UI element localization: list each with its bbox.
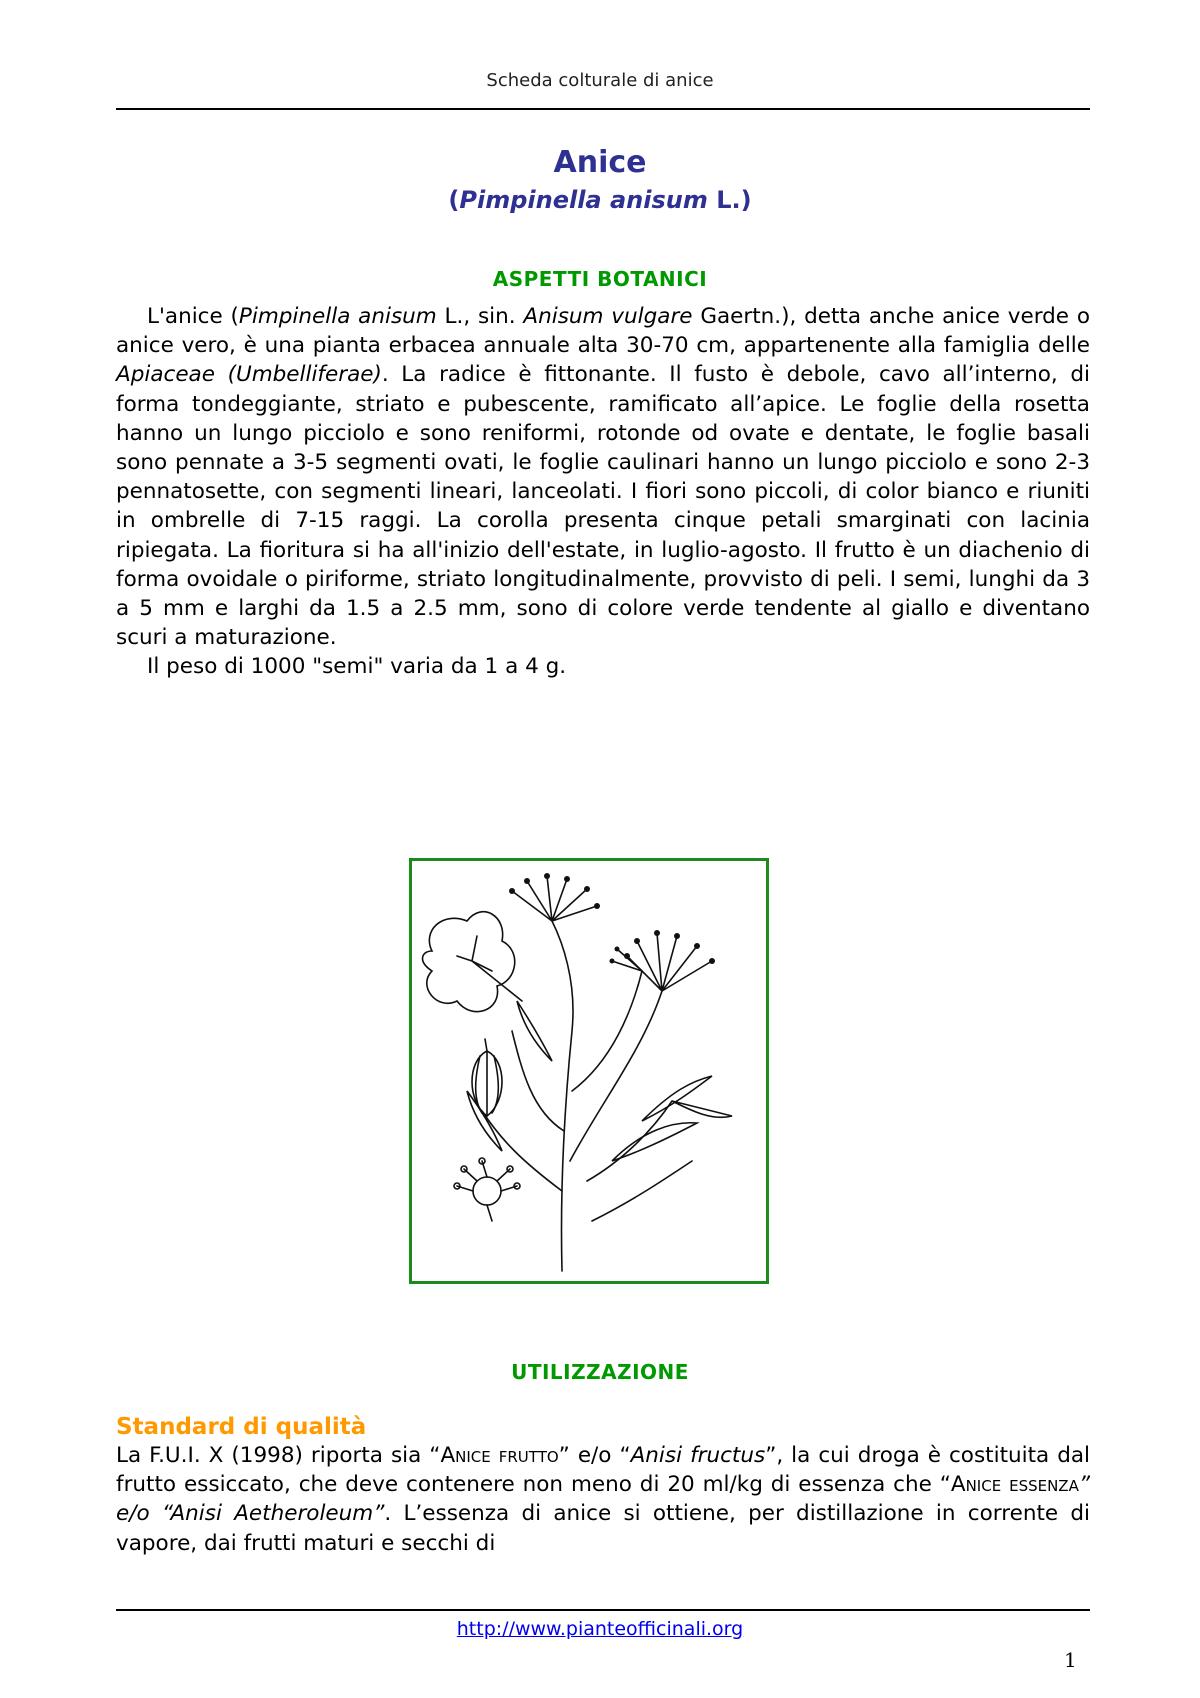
- text-run: La F.U.I. X (1998) riporta sia “: [116, 1443, 441, 1468]
- italic-run: ” e/o “Anisi Aetheroleum”: [116, 1472, 1090, 1527]
- anise-plant-illustration: [409, 858, 769, 1284]
- text-run: . La radice è fittonante. Il fusto è debole, cavo all’interno, di forma tondeggiante, striato e pubescente, ramificato all’apice. Le foglie della rosetta hanno un lungo picciolo e sono reniformi, rotonde od ovate e dentate, le foglie basali sono pennate a 3-5 segmenti ovati, le foglie caulinari hanno un lungo picciolo e sono 2-3 pennatosette, con segmenti lineari, lanceolati. I fiori sono piccoli, di color bianco e riuniti in ombrelle di 7-15 raggi. La corolla presenta cinque petali smarginati con lacinia ripiegata. La fioritura si ha all'inizio dell'estate, in luglio-agosto. Il frutto è un diachenio di forma ovoidale o piriforme, striato longitudinalmente, provvisto di peli. I semi, lunghi da 3 a 5 mm e larghi da 1.5 a 2.5 mm, sono di colore verde tendente al giallo e diventano scuri a maturazione.: [116, 362, 1090, 651]
- latin-name: Pimpinella anisum: [459, 186, 708, 214]
- smallcaps-run: Anice frutto: [440, 1443, 559, 1468]
- text-run: Gaertn.), detta anche anice verde o anice vero, è una pianta erbacea annuale alta 30-70 cm, appartenente alla famiglia delle: [116, 304, 1090, 359]
- page-title: Anice: [553, 145, 647, 180]
- page-subtitle: [0, 186, 1200, 214]
- botanical-paragraph: [116, 302, 1090, 652]
- section-heading-utilizzazione: UTILIZZAZIONE: [511, 1360, 689, 1384]
- subtitle-paren: (: [448, 186, 460, 214]
- italic-run: Pimpinella anisum: [238, 304, 437, 329]
- quality-text: [116, 1441, 1090, 1558]
- italic-run: Anisi fructus: [630, 1443, 766, 1468]
- italic-run: Apiaceae (Umbelliferae): [116, 362, 382, 388]
- text-run: ”, la cui droga è costituita dal frutto essiccato, che deve contenere non meno di 20 ml/kg di essenza che “: [116, 1443, 1091, 1498]
- running-header: Scheda colturale di anice: [486, 70, 714, 91]
- anise-plant-drawing: [412, 861, 766, 1281]
- section-heading-aspetti-botanici: ASPETTI BOTANICI: [492, 267, 708, 291]
- subheading-standard-qualita: Standard di qualità: [116, 1414, 367, 1440]
- smallcaps-run: Anice essenza: [950, 1472, 1079, 1498]
- subtitle-author: L.): [707, 186, 752, 214]
- italic-run: Anisum vulgare: [523, 304, 693, 329]
- botanical-text: [116, 302, 1090, 682]
- footer-rule: [116, 1609, 1090, 1611]
- quality-paragraph: [116, 1441, 1090, 1558]
- text-run: L., sin.: [436, 304, 524, 329]
- seed-weight-paragraph: Il peso di 1000 "semi" varia da 1 a 4 g.: [147, 654, 567, 680]
- header-rule: [116, 108, 1090, 110]
- text-run: . L’essenza di anice si ottiene, per distillazione in corrente di vapore, dai frutti maturi e secchi di: [116, 1501, 1090, 1556]
- page-number: 1: [1064, 1648, 1077, 1672]
- text-run: L'anice (: [147, 304, 239, 329]
- text-run: ” e/o “: [558, 1443, 631, 1468]
- website-link[interactable]: http://www.pianteofficinali.org: [456, 1618, 744, 1640]
